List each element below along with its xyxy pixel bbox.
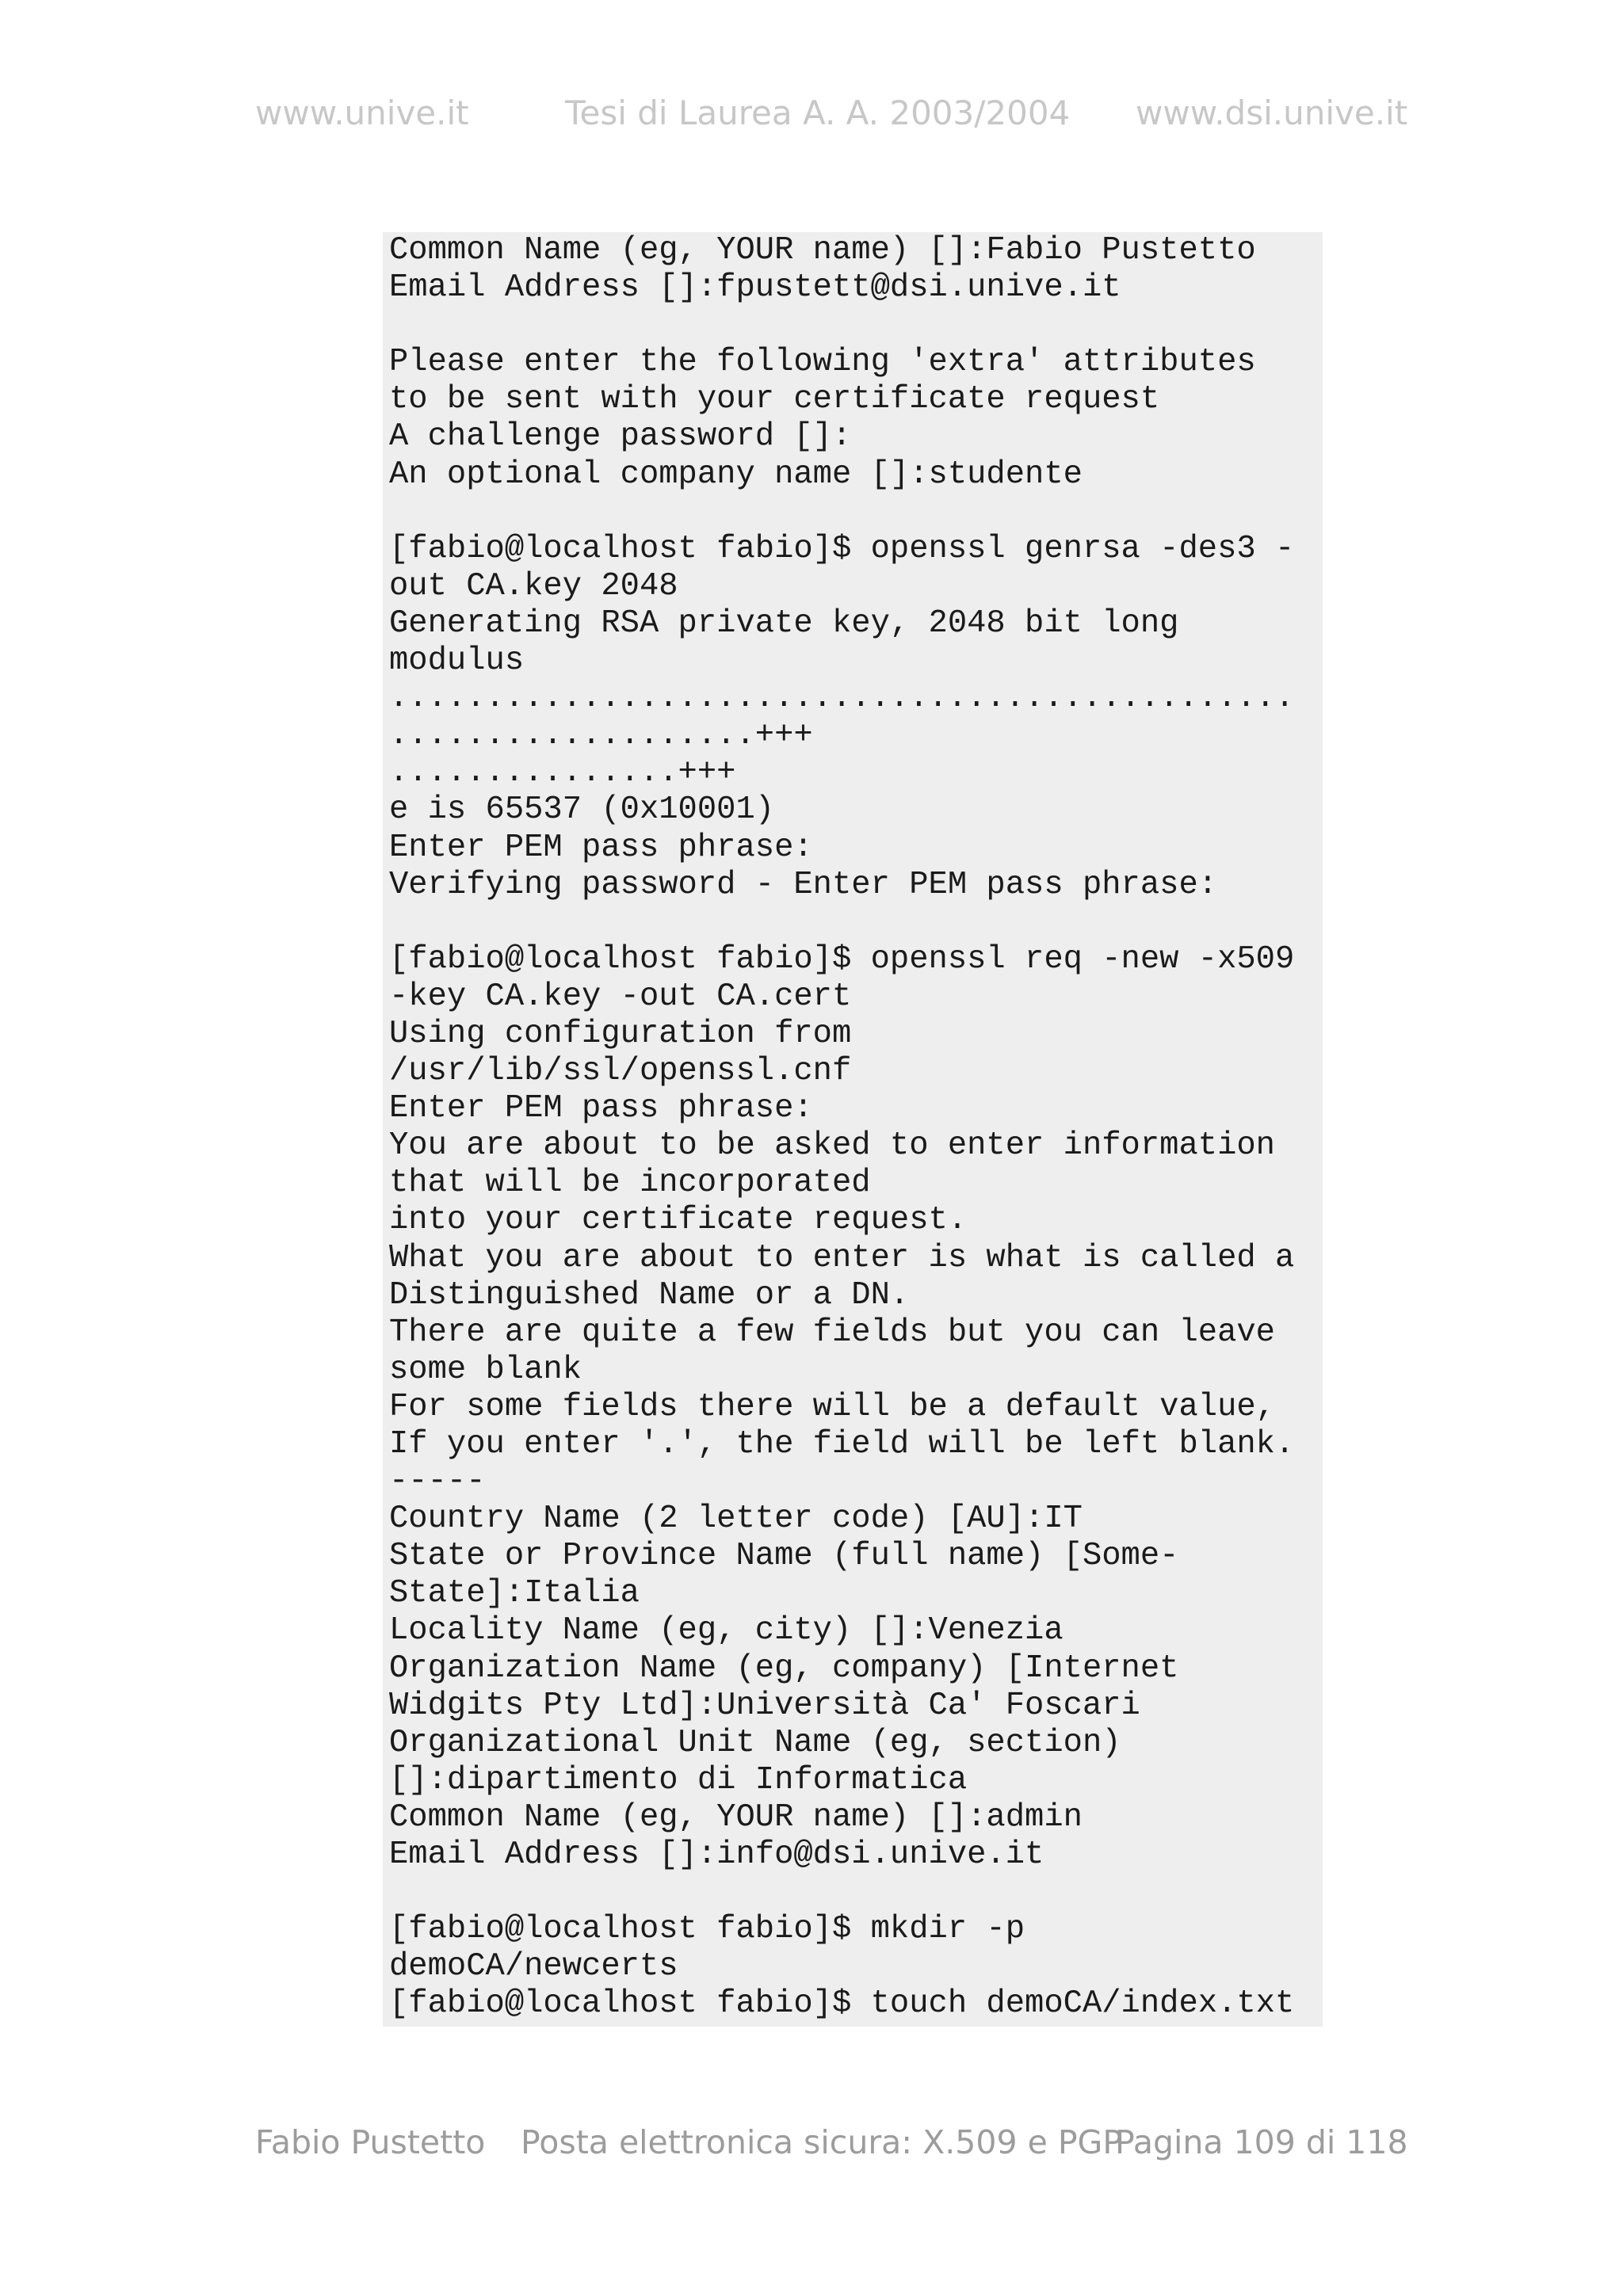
code-line: e is 65537 (0x10001): [389, 791, 775, 829]
code-line: ...............+++: [389, 754, 736, 791]
code-line: to be sent with your certificate request: [389, 381, 1160, 418]
code-line: Email Address []:fpustett@dsi.unive.it: [389, 269, 1121, 307]
code-line: out CA.key 2048: [389, 567, 678, 605]
code-line: Locality Name (eg, city) []:Venezia: [389, 1612, 1064, 1650]
code-line: Enter PEM pass phrase:: [389, 829, 813, 866]
code-line: -----: [389, 1463, 486, 1501]
code-line: Country Name (2 letter code) [AU]:IT: [389, 1501, 1083, 1538]
code-line: What you are about to enter is what is called a: [389, 1239, 1295, 1276]
code-line: [fabio@localhost fabio]$ touch demoCA/index.txt: [389, 1985, 1295, 2023]
footer-page-number: Pagina 109 di 118: [1115, 2123, 1408, 2161]
code-line: Common Name (eg, YOUR name) []:Fabio Pustetto: [389, 232, 1256, 269]
header-thesis-title: Tesi di Laurea A. A. 2003/2004: [565, 93, 1071, 132]
code-line: ...................+++: [389, 717, 813, 754]
code-line: Widgits Pty Ltd]:Università Ca' Foscari: [389, 1687, 1140, 1724]
code-line: ...............................................: [389, 680, 1295, 717]
code-line: Please enter the following 'extra' attributes: [389, 344, 1256, 381]
header-left-url: www.unive.it: [255, 93, 469, 132]
code-line: Organization Name (eg, company) [Internet: [389, 1650, 1179, 1687]
code-line: State]:Italia: [389, 1575, 640, 1612]
code-line: [389, 904, 1323, 941]
code-line: [fabio@localhost fabio]$ openssl genrsa -des3 -: [389, 530, 1295, 567]
code-line: that will be incorporated: [389, 1165, 871, 1202]
code-line: You are about to be asked to enter information: [389, 1127, 1275, 1165]
code-line: [fabio@localhost fabio]$ mkdir -p: [389, 1911, 1025, 1948]
page-footer: [0, 2123, 1623, 2171]
code-line: For some fields there will be a default value,: [389, 1388, 1275, 1425]
code-line: /usr/lib/ssl/openssl.cnf: [389, 1053, 852, 1090]
code-line: demoCA/newcerts: [389, 1948, 678, 1985]
header-right-url: www.dsi.unive.it: [1136, 93, 1408, 132]
code-line: modulus: [389, 643, 525, 680]
code-line: into your certificate request.: [389, 1202, 968, 1239]
code-line: [389, 1874, 1323, 1911]
code-line: Common Name (eg, YOUR name) []:admin: [389, 1798, 1083, 1836]
code-line: []:dipartimento di Informatica: [389, 1761, 968, 1798]
code-line: State or Province Name (full name) [Some-: [389, 1538, 1179, 1575]
code-line: Generating RSA private key, 2048 bit long: [389, 605, 1179, 642]
code-line: A challenge password []:: [389, 418, 852, 456]
code-line: Enter PEM pass phrase:: [389, 1090, 813, 1127]
code-line: Distinguished Name or a DN.: [389, 1276, 910, 1314]
code-line: If you enter '.', the field will be left blank.: [389, 1426, 1295, 1463]
footer-document-title: Posta elettronica sicura: X.509 e PGP: [521, 2123, 1123, 2161]
code-line: Organizational Unit Name (eg, section): [389, 1724, 1121, 1761]
code-line: -key CA.key -out CA.cert: [389, 978, 852, 1015]
terminal-code-block: [383, 232, 1323, 2027]
code-line: An optional company name []:studente: [389, 456, 1083, 493]
page-header: [0, 93, 1623, 141]
code-line: Verifying password - Enter PEM pass phrase:: [389, 866, 1218, 903]
code-line: Using configuration from: [389, 1015, 852, 1052]
footer-author: Fabio Pustetto: [255, 2123, 486, 2161]
code-line: [389, 307, 1323, 344]
code-line: [389, 494, 1323, 531]
code-line: some blank: [389, 1351, 582, 1388]
code-line: There are quite a few fields but you can leave: [389, 1314, 1275, 1351]
code-line: Email Address []:info@dsi.unive.it: [389, 1836, 1044, 1874]
code-line: [fabio@localhost fabio]$ openssl req -new -x509: [389, 940, 1295, 978]
